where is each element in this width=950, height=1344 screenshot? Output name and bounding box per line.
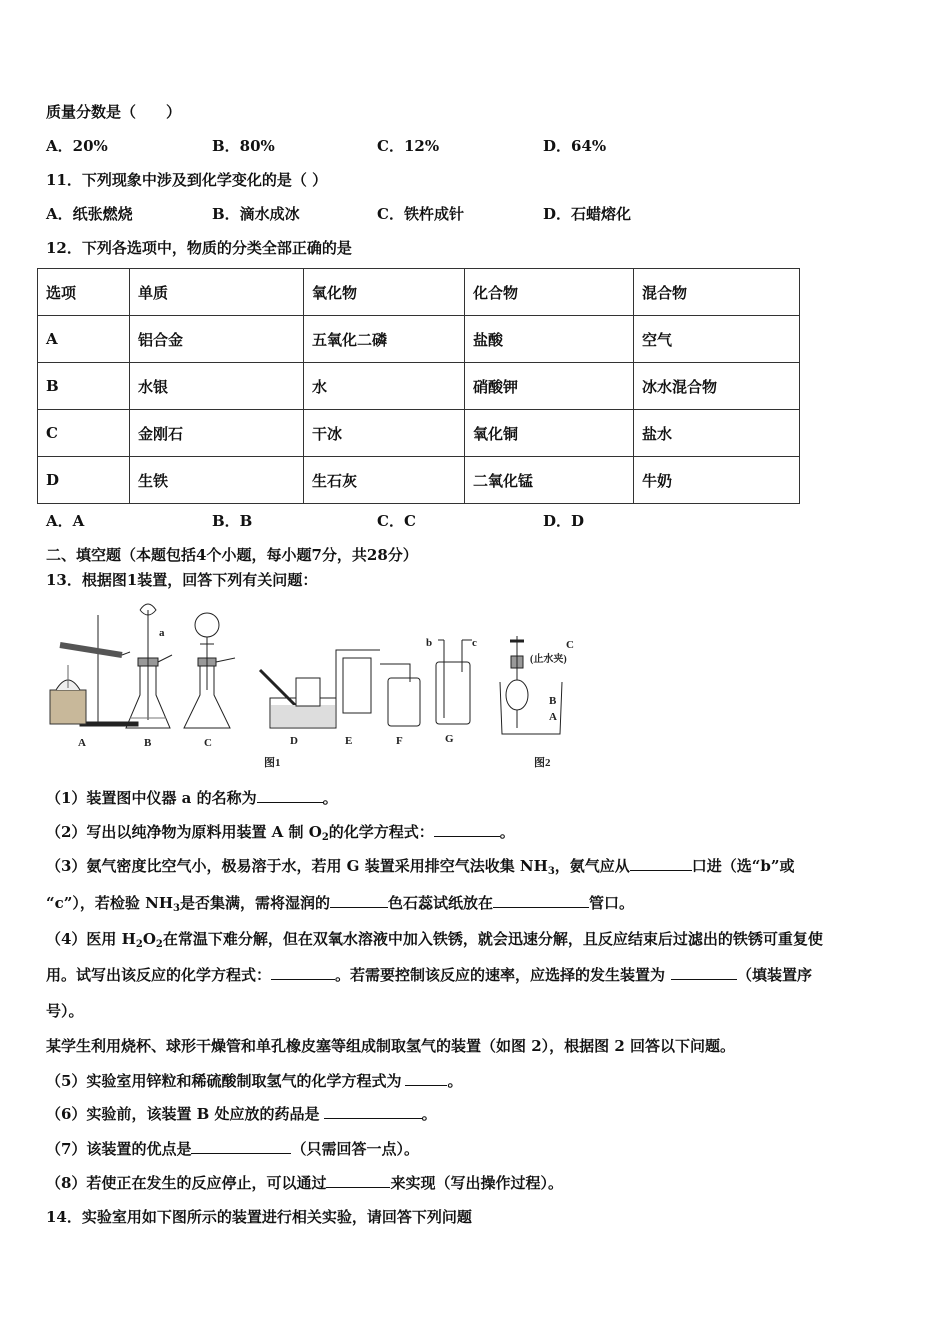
figure-label-e: E — [345, 735, 353, 747]
apparatus-figure — [40, 600, 600, 775]
q13-part5: （5）实验室用锌粒和稀硫酸制取氢气的化学方程式为 。 — [46, 1072, 463, 1090]
table-row — [38, 457, 800, 504]
classification-table — [37, 268, 800, 504]
apparatus-g-drawing — [436, 640, 472, 724]
table-header-cell: 混合物 — [634, 269, 800, 316]
table-cell: 牛奶 — [634, 457, 800, 504]
q12-option-a[interactable]: A．A — [46, 512, 85, 530]
table-header-row — [38, 269, 800, 316]
table-cell: C — [38, 410, 130, 457]
answer-blank[interactable] — [671, 965, 737, 980]
figure-label-d: D — [290, 735, 298, 747]
table-cell: 盐酸 — [465, 316, 634, 363]
section-heading: 二、填空题（本题包括4个小题，每小题7分，共28分） — [46, 546, 418, 564]
table-cell: 水 — [304, 363, 465, 410]
table-cell: 氧化铜 — [465, 410, 634, 457]
figure-label-f: F — [396, 735, 403, 747]
q13-part3-line2: “c”），若检验 $NH_3$是否集满，需将湿润的 色石蕊试纸放在 管口。 — [46, 894, 635, 914]
apparatus-c-drawing — [184, 613, 235, 728]
q10-option-b[interactable]: B．80% — [212, 137, 275, 155]
q14-stem: 14．实验室用如下图所示的装置进行相关实验，请回答下列问题 — [46, 1208, 472, 1226]
q11-stem: 11．下列现象中涉及到化学变化的是（ ） — [46, 171, 328, 189]
apparatus-d-drawing — [260, 670, 336, 728]
q10-option-d[interactable]: D．64% — [543, 137, 607, 155]
table-cell: 生石灰 — [304, 457, 465, 504]
figure-label-stopcock: C — [566, 639, 574, 651]
figure-label-b2: B — [549, 695, 557, 707]
table-cell: 水银 — [130, 363, 304, 410]
q12-option-b[interactable]: B．B — [212, 512, 253, 530]
answer-blank[interactable] — [191, 1139, 291, 1154]
q10-stem-tail: 质量分数是（ ） — [46, 103, 182, 121]
answer-blank[interactable] — [630, 856, 692, 871]
q13-part4-line3: 号）。 — [46, 1002, 84, 1020]
table-cell: 金刚石 — [130, 410, 304, 457]
table-cell: 盐水 — [634, 410, 800, 457]
q13-intro-fig2: 某学生利用烧杯、球形干燥管和单孔橡皮塞等组成制取氢气的装置（如图 2），根据图 2 回答以下问题。 — [46, 1037, 736, 1055]
q13-part3-line1: （3）氨气密度比空气小，极易溶于水，若用 G 装置采用排空气法收集 $NH_3$，氨气应从 口进（选“b”或 — [46, 857, 795, 877]
q10-option-a[interactable]: A．20% — [46, 137, 108, 155]
q13-part7: （7）该装置的优点是 （只需回答一点）。 — [46, 1140, 419, 1158]
q12-option-d[interactable]: D．D — [543, 512, 585, 530]
figure-label-a-funnel: a — [159, 627, 165, 639]
table-header-cell: 氧化物 — [304, 269, 465, 316]
figure-label-clip: (止水夹) — [530, 654, 567, 665]
table-row — [38, 316, 800, 363]
figure-label-c-outlet: c — [472, 637, 477, 649]
q11-option-a[interactable]: A．纸张燃烧 — [46, 205, 133, 223]
q11-option-b[interactable]: B．滴水成冰 — [212, 205, 300, 223]
table-cell: 生铁 — [130, 457, 304, 504]
figure-caption-2: 图2 — [534, 757, 551, 769]
q13-part6: （6）实验前，该装置 B 处应放的药品是 。 — [46, 1105, 437, 1123]
table-cell: D — [38, 457, 130, 504]
table-cell: 二氧化锰 — [465, 457, 634, 504]
apparatus-a-drawing — [50, 615, 138, 726]
answer-blank[interactable] — [493, 893, 589, 908]
q13-part8: （8）若使正在发生的反应停止，可以通过 来实现（写出操作过程）。 — [46, 1174, 563, 1192]
figure-label-a2: A — [549, 711, 557, 723]
q11-option-d[interactable]: D．石蜡熔化 — [543, 205, 632, 223]
table-cell: 干冰 — [304, 410, 465, 457]
q13-stem: 13．根据图1装置，回答下列有关问题： — [46, 571, 318, 589]
answer-blank[interactable] — [326, 1173, 390, 1188]
answer-blank[interactable] — [434, 822, 500, 837]
table-cell: A — [38, 316, 130, 363]
figure-label-c: C — [204, 737, 212, 749]
q12-option-c[interactable]: C．C — [377, 512, 416, 530]
apparatus-f-drawing — [380, 664, 420, 726]
table-header-cell: 单质 — [130, 269, 304, 316]
figure-caption-1: 图1 — [264, 757, 281, 769]
q13-part1: （1）装置图中仪器 a 的名称为 。 — [46, 789, 338, 807]
q13-part4-line2: 用。试写出该反应的化学方程式： 。若需要控制该反应的速率，应选择的发生装置为 （填装置序 — [46, 966, 813, 984]
q12-stem: 12．下列各选项中，物质的分类全部正确的是 — [46, 239, 352, 257]
table-header-cell: 选项 — [38, 269, 130, 316]
figure-label-g: G — [445, 733, 454, 745]
q13-part4-line1: （4）医用 $H_2O_2$在常温下难分解，但在双氧水溶液中加入铁锈，就会迅速分解，且反应结束后过滤出的铁锈可重复使 — [46, 930, 823, 950]
answer-blank[interactable] — [324, 1104, 422, 1119]
table-cell: B — [38, 363, 130, 410]
table-cell: 五氧化二磷 — [304, 316, 465, 363]
apparatus-e-drawing — [336, 650, 380, 715]
table-cell: 硝酸钾 — [465, 363, 634, 410]
answer-blank[interactable] — [257, 788, 323, 803]
table-cell: 铝合金 — [130, 316, 304, 363]
figure-label-a: A — [78, 737, 86, 749]
table-cell: 冰水混合物 — [634, 363, 800, 410]
figure-label-b-inlet: b — [426, 637, 433, 649]
answer-blank[interactable] — [330, 893, 388, 908]
figure-label-b: B — [144, 737, 152, 749]
q13-part2: （2）写出以纯净物为原料用装置 A 制 $O_2$的化学方程式： 。 — [46, 823, 515, 843]
table-header-cell: 化合物 — [465, 269, 634, 316]
answer-blank[interactable] — [405, 1071, 447, 1086]
apparatus-b-drawing — [126, 604, 172, 728]
answer-blank[interactable] — [271, 965, 335, 980]
table-cell: 空气 — [634, 316, 800, 363]
q11-option-c[interactable]: C．铁杵成针 — [377, 205, 464, 223]
q10-option-c[interactable]: C．12% — [377, 137, 440, 155]
table-row — [38, 410, 800, 457]
table-row — [38, 363, 800, 410]
